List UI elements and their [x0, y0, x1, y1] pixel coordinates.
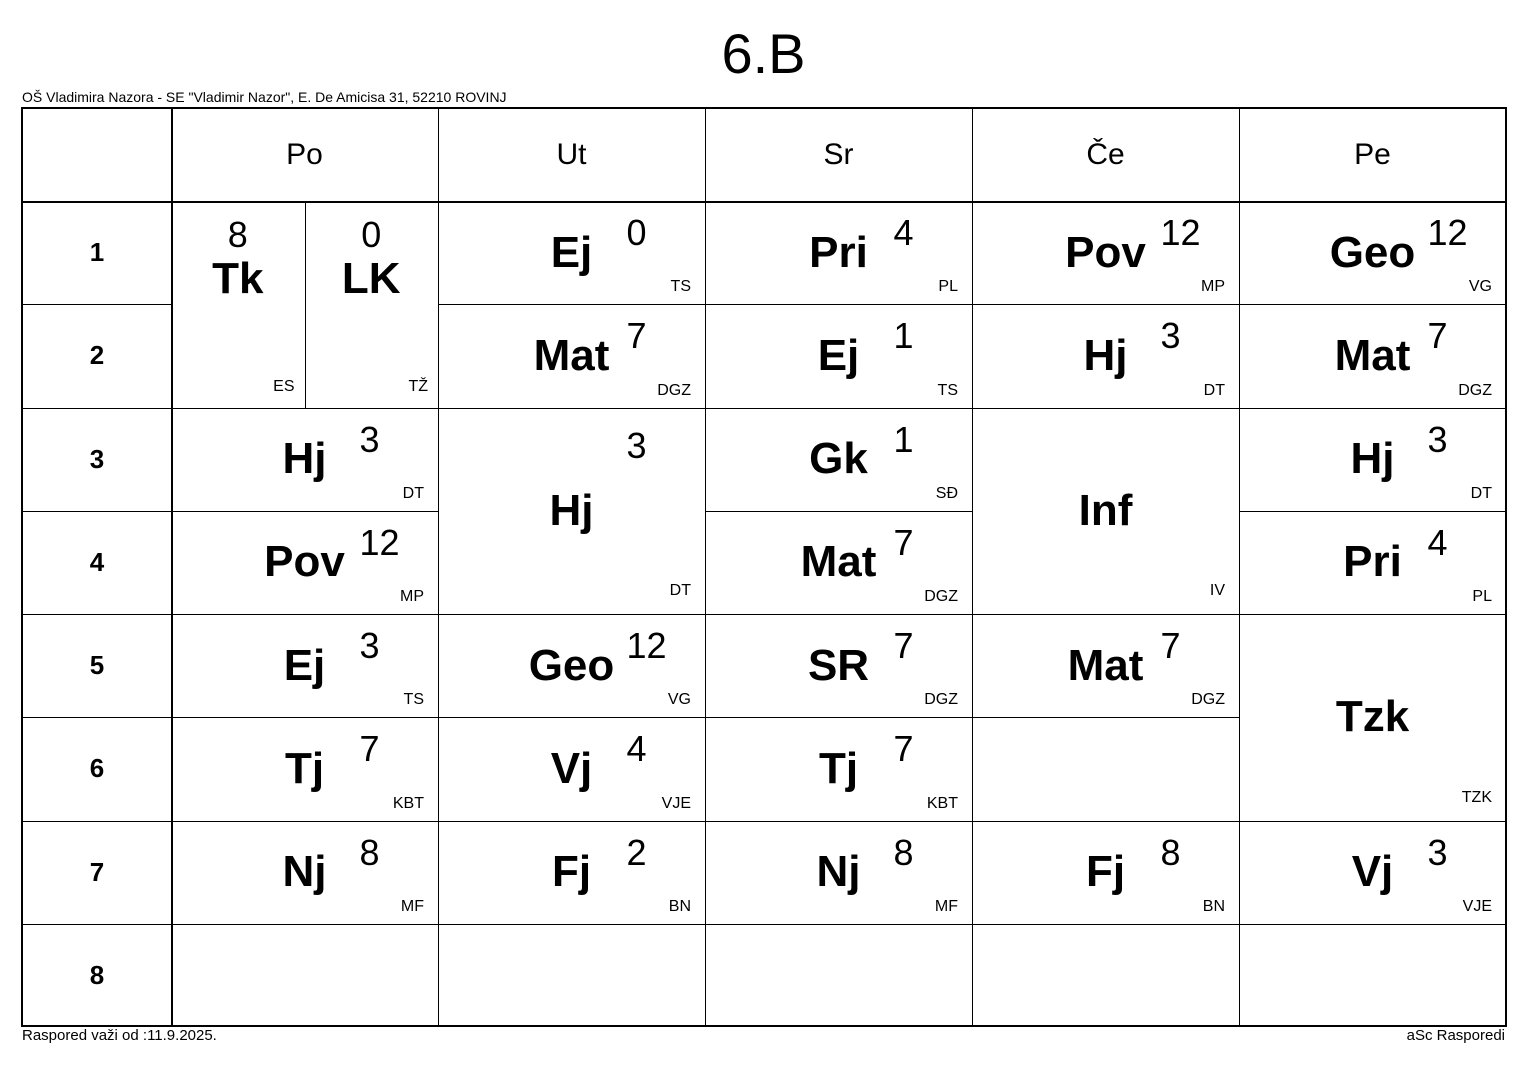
teacher-code: IV — [1209, 582, 1225, 599]
teacher-code: KBT — [926, 794, 958, 812]
room-number: 7 — [626, 315, 647, 357]
room-number: 1 — [893, 418, 914, 460]
period-row-divider — [23, 614, 171, 615]
day-header: Če — [1086, 138, 1125, 171]
subject-label: Nj — [282, 847, 327, 897]
lesson-cell[interactable] — [705, 821, 972, 924]
period-row-divider — [23, 511, 171, 512]
teacher-code: DGZ — [1458, 381, 1492, 399]
lesson-cell[interactable] — [438, 408, 705, 615]
teacher-code: DGZ — [924, 691, 958, 709]
subject-label: Vj — [1351, 847, 1394, 897]
day-header: Pe — [1354, 138, 1391, 171]
day-header: Po — [286, 138, 323, 171]
teacher-code: DT — [1470, 484, 1492, 502]
period-number: 8 — [89, 959, 105, 990]
room-number: 8 — [893, 831, 914, 873]
lesson-cell[interactable] — [171, 408, 438, 511]
lesson-cell[interactable] — [705, 614, 972, 717]
lesson-cell[interactable] — [171, 614, 438, 717]
room-number: 8 — [359, 831, 380, 873]
lesson-cell[interactable] — [705, 511, 972, 614]
teacher-code: TŽ — [408, 377, 428, 395]
room-number: 12 — [1160, 212, 1201, 253]
room-number: 12 — [1427, 212, 1468, 253]
subject-label: Tj — [818, 743, 859, 793]
teacher-code: VJE — [661, 794, 691, 812]
teacher-code: TZK — [1461, 788, 1492, 806]
room-number: 4 — [893, 212, 914, 253]
room-number: 3 — [1427, 418, 1448, 460]
subject-label: Tk — [212, 254, 264, 304]
lesson-cell[interactable] — [171, 717, 438, 820]
lesson-cell[interactable] — [705, 201, 972, 304]
timetable-grid — [21, 107, 1507, 1027]
lesson-cell[interactable] — [1239, 304, 1506, 407]
lesson-cell[interactable] — [438, 201, 705, 304]
room-number: 7 — [359, 728, 380, 770]
subject-label: Ej — [550, 227, 593, 277]
period-number: 6 — [89, 753, 105, 784]
subject-label: Pov — [1065, 227, 1146, 277]
period-row-divider — [23, 821, 171, 822]
subject-label: LK — [341, 254, 401, 304]
period-number: 4 — [89, 546, 105, 577]
room-number: 7 — [1427, 315, 1448, 357]
lesson-cell[interactable] — [171, 201, 305, 408]
period-number: 3 — [89, 443, 105, 474]
teacher-code: DGZ — [1191, 691, 1225, 709]
lesson-divider — [972, 717, 1239, 718]
lesson-cell[interactable] — [171, 821, 438, 924]
subject-label: Fj — [1085, 847, 1126, 897]
room-number: 7 — [1160, 625, 1181, 666]
subject-label: Gk — [809, 434, 868, 484]
teacher-code: TS — [937, 381, 958, 399]
room-number: 7 — [893, 521, 914, 563]
subject-label: Nj — [816, 847, 861, 897]
subject-label: Hj — [282, 434, 327, 484]
room-number: 3 — [359, 418, 380, 460]
day-header: Sr — [823, 138, 854, 171]
lesson-divider — [438, 924, 705, 925]
room-number: 4 — [626, 728, 647, 770]
teacher-code: TS — [403, 691, 424, 709]
room-number: 1 — [893, 315, 914, 357]
school-info: OŠ Vladimira Nazora - SE "Vladimir Nazor", E. De Amicisa 31, 52210 ROVINJ — [22, 89, 507, 105]
subject-label: Tzk — [1335, 692, 1410, 742]
teacher-code: MF — [934, 897, 958, 915]
teacher-code: ES — [273, 377, 295, 395]
teacher-code: PL — [1472, 588, 1492, 605]
lesson-cell[interactable] — [972, 201, 1239, 304]
teacher-code: VG — [667, 691, 691, 709]
brand-text: aSc Rasporedi — [1406, 1027, 1505, 1044]
subject-label: Ej — [817, 330, 860, 380]
period-number: 2 — [89, 340, 105, 371]
subject-label: Fj — [551, 847, 592, 897]
subject-label: SR — [807, 640, 870, 690]
room-number: 12 — [359, 521, 400, 563]
lesson-divider — [705, 924, 972, 925]
day-header: Ut — [556, 138, 587, 171]
lesson-cell[interactable] — [438, 614, 705, 717]
teacher-code: VJE — [1462, 897, 1492, 915]
room-number: 8 — [227, 214, 248, 255]
teacher-code: DT — [402, 484, 424, 502]
subject-label: Mat — [1067, 640, 1144, 690]
room-number: 3 — [1427, 831, 1448, 873]
room-number: 12 — [626, 625, 667, 666]
lesson-cell[interactable] — [972, 614, 1239, 717]
period-row-divider — [23, 717, 171, 718]
teacher-code: VG — [1468, 278, 1492, 296]
subject-label: Pri — [809, 227, 868, 277]
lesson-divider — [171, 924, 438, 925]
period-number: 5 — [89, 650, 105, 680]
teacher-code: MP — [1201, 278, 1225, 296]
lesson-cell[interactable] — [705, 304, 972, 407]
lesson-cell[interactable] — [1239, 821, 1506, 924]
teacher-code: DT — [1203, 381, 1225, 399]
subject-label: Hj — [1350, 434, 1395, 484]
subject-label: Hj — [1083, 330, 1128, 380]
subject-label: Geo — [528, 640, 615, 690]
subject-label: Tj — [284, 743, 325, 793]
room-number: 4 — [1427, 521, 1448, 563]
room-number: 7 — [893, 728, 914, 770]
teacher-code: BN — [668, 897, 691, 915]
lesson-cell[interactable] — [1239, 408, 1506, 511]
subject-label: Geo — [1329, 227, 1416, 277]
teacher-code: DT — [669, 582, 691, 599]
period-number: 1 — [89, 237, 105, 267]
subject-label: Ej — [283, 640, 326, 690]
lesson-divider — [1239, 924, 1506, 925]
subject-label: Pri — [1343, 537, 1402, 587]
room-number: 3 — [626, 424, 647, 466]
room-number: 8 — [1160, 831, 1181, 873]
period-number: 7 — [89, 856, 105, 887]
subject-label: Mat — [533, 330, 610, 380]
lesson-cell[interactable] — [438, 717, 705, 820]
page-title: 6.B — [721, 22, 806, 85]
period-row-divider — [23, 304, 171, 305]
room-number: 2 — [626, 831, 647, 873]
room-number: 3 — [1160, 315, 1181, 357]
room-number: 3 — [359, 625, 380, 666]
lesson-cell[interactable] — [438, 304, 705, 407]
lesson-cell[interactable] — [1239, 201, 1506, 304]
subject-label: Mat — [1334, 330, 1411, 380]
lesson-cell[interactable] — [438, 821, 705, 924]
lesson-cell[interactable] — [705, 408, 972, 511]
room-number: 0 — [361, 214, 382, 255]
room-number: 7 — [893, 625, 914, 666]
teacher-code: MF — [400, 897, 424, 915]
teacher-code: MP — [400, 588, 424, 605]
valid-from-text: Raspored važi od :11.9.2025. — [22, 1027, 217, 1044]
teacher-code: PL — [938, 278, 958, 296]
teacher-code: DGZ — [924, 588, 958, 605]
period-row-divider — [23, 924, 171, 925]
teacher-code: KBT — [392, 794, 424, 812]
lesson-cell[interactable] — [1239, 511, 1506, 614]
lesson-cell[interactable] — [972, 304, 1239, 407]
lesson-cell[interactable] — [1239, 614, 1506, 821]
lesson-cell[interactable] — [972, 821, 1239, 924]
teacher-code: DGZ — [657, 381, 691, 399]
room-number: 0 — [626, 212, 647, 253]
subject-label: Pov — [264, 537, 345, 587]
lesson-cell[interactable] — [705, 717, 972, 820]
lesson-cell[interactable] — [171, 511, 438, 614]
subject-label: Mat — [800, 537, 877, 587]
subject-label: Vj — [550, 743, 593, 793]
lesson-divider — [972, 924, 1239, 925]
period-row-divider — [23, 408, 171, 409]
subject-label: Inf — [1078, 485, 1133, 535]
teacher-code: SĐ — [935, 484, 958, 502]
lesson-cell[interactable] — [972, 408, 1239, 615]
teacher-code: TS — [670, 278, 691, 296]
teacher-code: BN — [1202, 897, 1225, 915]
lesson-cell[interactable] — [305, 201, 439, 408]
subject-label: Hj — [549, 485, 594, 535]
